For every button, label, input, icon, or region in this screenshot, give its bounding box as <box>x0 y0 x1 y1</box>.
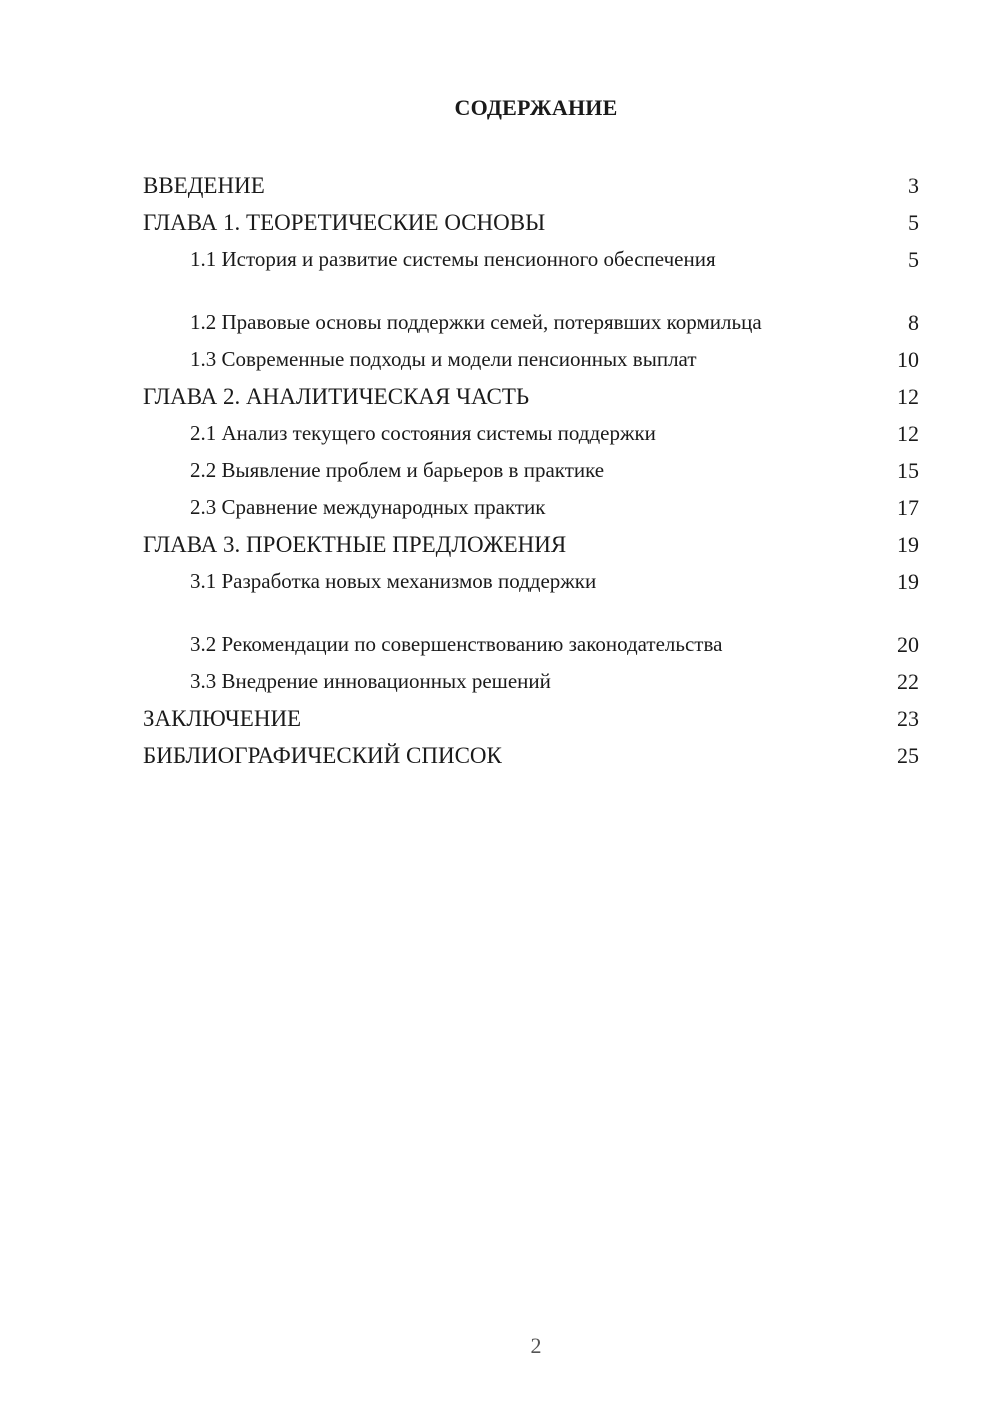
toc-entry-page: 5 <box>908 210 919 235</box>
toc-entry-page: 22 <box>897 669 919 694</box>
toc-entry-section-2-1[interactable] <box>143 414 919 451</box>
page-number: 2 <box>530 1333 542 1358</box>
toc-entry-label: 3.2 Рекомендации по совершенствованию законодательства <box>190 632 723 656</box>
toc-entry-section-3-2[interactable] <box>143 599 919 662</box>
toc-entry-label: ГЛАВА 3. ПРОЕКТНЫЕ ПРЕДЛОЖЕНИЯ <box>143 532 567 557</box>
toc-entry-page: 5 <box>908 247 919 272</box>
toc-entry-section-1-2[interactable] <box>143 277 919 340</box>
toc-entry-page: 19 <box>897 532 919 557</box>
toc-entry-page: 10 <box>897 347 919 372</box>
toc-entry-page: 15 <box>897 458 919 483</box>
toc-entry-conclusion[interactable] <box>143 699 919 736</box>
toc-entry-label: ГЛАВА 1. ТЕОРЕТИЧЕСКИЕ ОСНОВЫ <box>143 210 546 235</box>
toc-entry-label: 3.3 Внедрение инновационных решений <box>190 669 551 693</box>
toc-entry-label: БИБЛИОГРАФИЧЕСКИЙ СПИСОК <box>143 743 502 768</box>
toc-entry-page: 20 <box>897 632 919 657</box>
toc-entry-label: 3.1 Разработка новых механизмов поддержки <box>190 569 597 593</box>
toc-entry-label: 2.3 Сравнение международных практик <box>190 495 546 519</box>
toc-entry-section-1-3[interactable] <box>143 340 919 377</box>
toc-entry-page: 23 <box>897 706 919 731</box>
toc-entry-label: ЗАКЛЮЧЕНИЕ <box>143 706 302 731</box>
toc-entry-chapter-1[interactable] <box>143 203 919 240</box>
table-of-contents <box>143 166 919 773</box>
toc-entry-label: 2.1 Анализ текущего состояния системы поддержки <box>190 421 656 445</box>
toc-entry-section-3-3[interactable] <box>143 662 919 699</box>
toc-entry-introduction[interactable] <box>143 166 919 203</box>
toc-entry-label: 1.3 Современные подходы и модели пенсионных выплат <box>190 347 697 371</box>
toc-entry-section-2-3[interactable] <box>143 488 919 525</box>
toc-entry-label: 1.1 История и развитие системы пенсионного обеспечения <box>190 247 716 271</box>
toc-entry-label: ВВЕДЕНИЕ <box>143 173 265 198</box>
toc-entry-page: 12 <box>897 384 919 409</box>
toc-entry-page: 19 <box>897 569 919 594</box>
toc-entry-section-3-1[interactable] <box>143 562 919 599</box>
toc-entry-section-1-1[interactable] <box>143 240 919 277</box>
toc-entry-page: 17 <box>897 495 919 520</box>
toc-entry-page: 25 <box>897 743 919 768</box>
toc-entry-page: 12 <box>897 421 919 446</box>
toc-entry-label: 1.2 Правовые основы поддержки семей, потерявших кормильца <box>190 310 762 334</box>
toc-entry-page: 3 <box>908 173 919 198</box>
toc-entry-chapter-2[interactable] <box>143 377 919 414</box>
page-title: СОДЕРЖАНИЕ <box>454 95 618 120</box>
toc-entry-page: 8 <box>908 310 919 335</box>
toc-entry-chapter-3[interactable] <box>143 525 919 562</box>
toc-entry-section-2-2[interactable] <box>143 451 919 488</box>
toc-entry-label: 2.2 Выявление проблем и барьеров в практике <box>190 458 605 482</box>
toc-entry-label: ГЛАВА 2. АНАЛИТИЧЕСКАЯ ЧАСТЬ <box>143 384 530 409</box>
toc-entry-bibliography[interactable] <box>143 736 919 773</box>
